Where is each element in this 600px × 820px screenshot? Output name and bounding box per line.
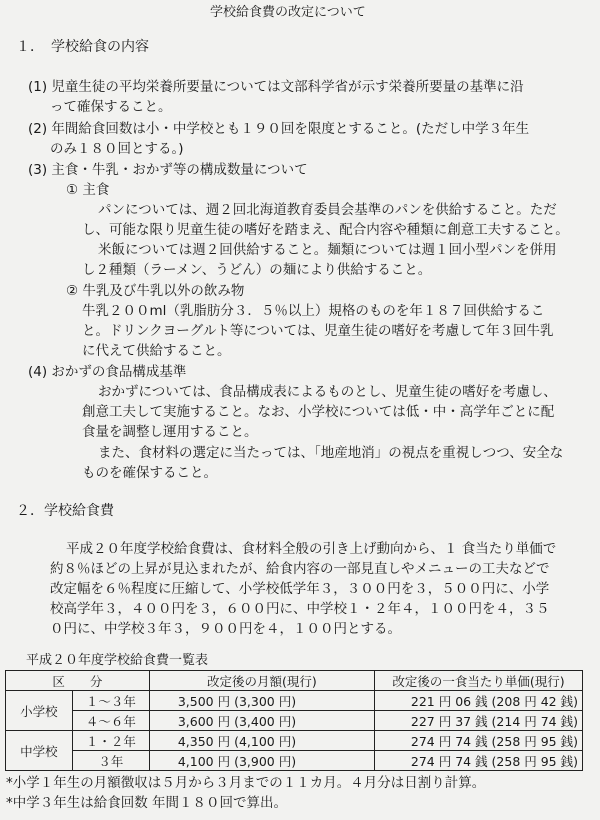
header-category: 区 分 bbox=[6, 671, 150, 691]
table-header-row bbox=[6, 671, 583, 691]
item1-line: って確保すること。 bbox=[50, 99, 172, 115]
table-row bbox=[6, 711, 583, 731]
monthly-cell: 3,600 円 (3,400 円) bbox=[149, 711, 374, 731]
item4-line: 創意工夫して実施すること。なお、小学校については低・中・高学年ごとに配 bbox=[82, 404, 555, 420]
item4-line: ものを確保すること。 bbox=[82, 465, 217, 481]
fee-table bbox=[5, 670, 583, 771]
monthly-cell: 3,500 円 (3,300 円) bbox=[149, 691, 374, 711]
section1-heading: １． 学校給食の内容 bbox=[16, 39, 149, 55]
item2-line: (2) 年間給食回数は小・中学校とも１９０回を限度とすること。(ただし中学３年生 bbox=[28, 121, 530, 137]
school-cell: 中学校 bbox=[6, 731, 73, 771]
footnote: *小学１年生の月額徴収は５月から３月までの１１カ月。４月分は日割り計算。 bbox=[6, 775, 486, 791]
staple-line: し、可能な限り児童生徒の嗜好を踏まえ、配合内容や種類に創意工夫すること。 bbox=[82, 222, 569, 238]
fee-paragraph-line: ０円に、中学校３年３，９００円を４，１００円とする。 bbox=[50, 621, 401, 637]
per-meal-cell: 221 円 06 銭 (208 円 42 銭) bbox=[374, 691, 582, 711]
milk-line: と。ドリンクヨーグルト等については、児童生徒の嗜好を考慮して年３回牛乳 bbox=[82, 323, 554, 339]
item3-heading: (3) 主食・牛乳・おかず等の構成数量について bbox=[28, 162, 308, 178]
fee-paragraph-line: 約８％ほどの上昇が見込まれたが、給食内容の一部見直しやメニューの工夫などで bbox=[50, 561, 550, 577]
milk-line: 牛乳２００ml（乳脂肪分３．５％以上）規格のものを年１８７回供給するこ bbox=[82, 303, 545, 319]
fee-paragraph-line: 改定幅を６％程度に圧縮して、小学校低学年３，３００円を３，５００円に、小学 bbox=[50, 581, 550, 597]
table-row bbox=[6, 731, 583, 751]
item4-heading: (4) おかずの食品構成基準 bbox=[28, 364, 187, 380]
per-meal-cell: 274 円 74 銭 (258 円 95 銭) bbox=[374, 751, 582, 771]
milk-line: に代えて供給すること。 bbox=[82, 343, 231, 359]
document-title: 学校給食費の改定について bbox=[210, 5, 366, 20]
grade-cell: ３年 bbox=[72, 751, 149, 771]
table-caption: 平成２０年度学校給食費一覧表 bbox=[26, 653, 209, 668]
staple-heading: ① 主食 bbox=[66, 182, 110, 198]
fee-paragraph-line: 校高学年３，４００円を３，６００円に、中学校１・２年４，１００円を４，３５ bbox=[50, 601, 550, 617]
footnote: *中学３年生は給食回数 年間１８０回で算出。 bbox=[6, 795, 288, 811]
item4-line: 食量を調整し運用すること。 bbox=[82, 424, 258, 440]
monthly-cell: 4,100 円 (3,900 円) bbox=[149, 751, 374, 771]
table-row bbox=[6, 691, 583, 711]
item2-line: のみ１８０回とする。) bbox=[50, 141, 184, 157]
per-meal-cell: 227 円 37 銭 (214 円 74 銭) bbox=[374, 711, 582, 731]
grade-cell: １〜３年 bbox=[72, 691, 149, 711]
item4-line: おかずについては、食品構成表によるものとし、児童生徒の嗜好を考慮し、 bbox=[98, 384, 557, 400]
staple-line: 米飯については週２回供給すること。麺類については週１回小型パンを併用 bbox=[98, 242, 557, 258]
milk-heading: ② 牛乳及び牛乳以外の飲み物 bbox=[66, 283, 245, 299]
header-monthly: 改定後の月額(現行) bbox=[149, 671, 374, 691]
staple-line: パンについては、週２回北海道教育委員会基準のパンを供給すること。ただ bbox=[98, 202, 557, 218]
header-per-meal: 改定後の一食当たり単価(現行) bbox=[374, 671, 582, 691]
fee-paragraph-line: 平成２０年度学校給食費は、食材料全般の引き上げ動向から、１ 食当たり単価で bbox=[66, 541, 557, 557]
per-meal-cell: 274 円 74 銭 (258 円 95 銭) bbox=[374, 731, 582, 751]
section2-heading: ２．学校給食費 bbox=[16, 503, 114, 519]
item4-line: また、食材料の選定に当たっては、「地産地消」の視点を重視しつつ、安全な bbox=[98, 445, 564, 461]
grade-cell: ４〜６年 bbox=[72, 711, 149, 731]
item1-line: (1) 児童生徒の平均栄養所要量については文部科学省が示す栄養所要量の基準に沿 bbox=[28, 79, 524, 95]
grade-cell: １・２年 bbox=[72, 731, 149, 751]
staple-line: し２種類（ラーメン、うどん）の麺により供給すること。 bbox=[82, 262, 432, 278]
monthly-cell: 4,350 円 (4,100 円) bbox=[149, 731, 374, 751]
table-row bbox=[6, 751, 583, 771]
school-cell: 小学校 bbox=[6, 691, 73, 731]
